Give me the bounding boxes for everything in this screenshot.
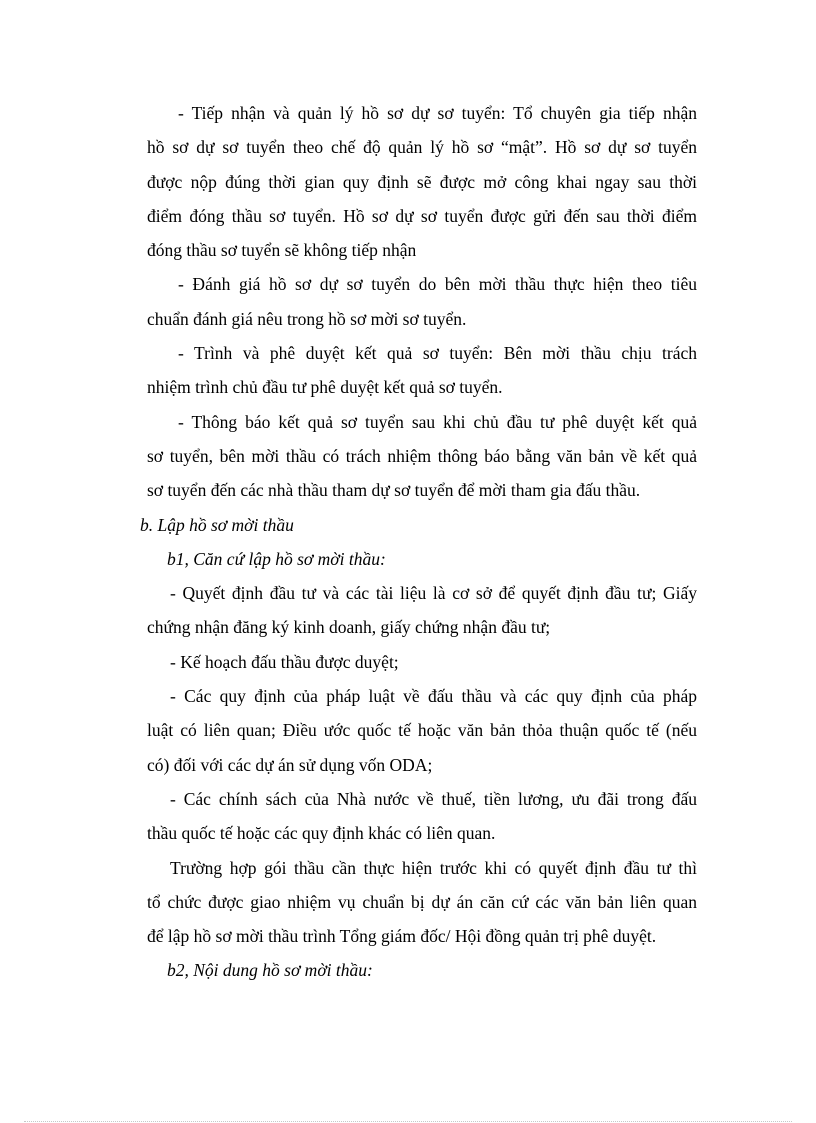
paragraph-evaluate-line-2: chuẩn đánh giá nêu trong hồ sơ mời sơ tuyển. (147, 308, 467, 329)
paragraph-state-policies-line-1: - Các chính sách của Nhà nước về thuế, tiền lương, ưu đãi trong đấu (170, 788, 697, 809)
paragraph-early-package-line-3: để lập hồ sơ mời thầu trình Tổng giám đốc/ Hội đồng quản trị phê duyệt. (147, 926, 657, 947)
paragraph-investment-decision-line-2: chứng nhận đăng ký kinh doanh, giấy chứng nhận đầu tư; (147, 617, 551, 638)
section-heading-b: b. Lập hồ sơ mời thầu (140, 514, 294, 535)
paragraph-bidding-plan: - Kế hoạch đấu thầu được duyệt; (170, 651, 399, 672)
paragraph-receive-dossier-line-1: - Tiếp nhận và quản lý hồ sơ dự sơ tuyển: Tổ chuyên gia tiếp nhận (178, 103, 697, 123)
paragraph-early-package-line-1: Trường hợp gói thầu cần thực hiện trước khi có quyết định đầu tư thì (170, 857, 697, 878)
paragraph-receive-dossier-line-5: đóng thầu sơ tuyển sẽ không tiếp nhận (147, 240, 417, 261)
paragraph-receive-dossier-line-3: được nộp đúng thời gian quy định sẽ được mở công khai ngay sau thời (147, 171, 697, 192)
paragraph-legal-regulations-line-2: luật có liên quan; Điều ước quốc tế hoặc văn bản thỏa thuận quốc tế (nếu (147, 720, 697, 741)
subsection-heading-b1: b1, Căn cứ lập hồ sơ mời thầu: (167, 548, 386, 569)
subsection-heading-b2: b2, Nội dung hồ sơ mời thầu: (167, 960, 373, 981)
paragraph-receive-dossier-line-4: điểm đóng thầu sơ tuyển. Hồ sơ dự sơ tuyển được gửi đến sau thời điểm (147, 205, 697, 226)
paragraph-notify-line-2: sơ tuyển, bên mời thầu có trách nhiệm thông báo bằng văn bản về kết quả (147, 445, 697, 466)
paragraph-legal-regulations-line-1: - Các quy định của pháp luật về đấu thầu và các quy định của pháp (170, 686, 697, 707)
paragraph-legal-regulations-line-3: có) đối với các dự án sử dụng vốn ODA; (147, 754, 433, 775)
paragraph-approve-line-2: nhiệm trình chủ đầu tư phê duyệt kết quả sơ tuyển. (147, 377, 503, 398)
paragraph-state-policies-line-2: thầu quốc tế hoặc các quy định khác có liên quan. (147, 823, 496, 844)
paragraph-evaluate-line-1: - Đánh giá hồ sơ dự sơ tuyển do bên mời thầu thực hiện theo tiêu (178, 274, 697, 295)
paragraph-approve-line-1: - Trình và phê duyệt kết quả sơ tuyển: Bên mời thầu chịu trách (178, 343, 697, 364)
page-bottom-divider (24, 1121, 792, 1122)
paragraph-early-package-line-2: tổ chức được giao nhiệm vụ chuẩn bị dự án căn cứ các văn bản liên quan (147, 891, 697, 912)
paragraph-receive-dossier-line-2: hồ sơ dự sơ tuyển theo chế độ quản lý hồ sơ “mật”. Hồ sơ dự sơ tuyển (147, 137, 697, 158)
paragraph-notify-line-3: sơ tuyển đến các nhà thầu tham dự sơ tuyển để mời tham gia đấu thầu. (147, 480, 641, 501)
document-page (140, 96, 697, 988)
paragraph-investment-decision-line-1: - Quyết định đầu tư và các tài liệu là cơ sở để quyết định đầu tư; Giấy (170, 583, 697, 604)
paragraph-notify-line-1: - Thông báo kết quả sơ tuyển sau khi chủ đầu tư phê duyệt kết quả (178, 411, 697, 432)
